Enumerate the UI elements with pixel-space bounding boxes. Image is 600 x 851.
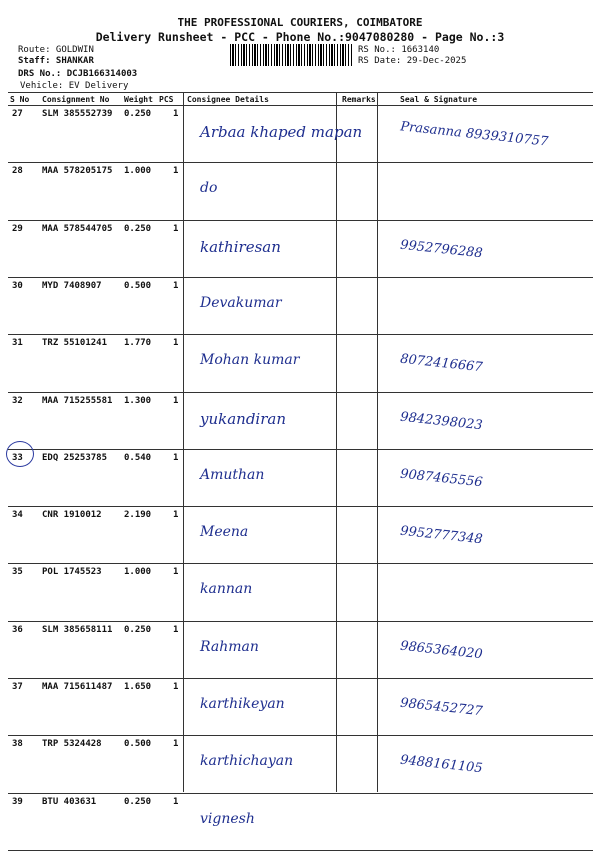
row-divider	[8, 621, 593, 622]
col-weight: Weight	[124, 95, 153, 104]
row-divider	[8, 220, 593, 221]
row-consignee-handwriting: do	[200, 180, 218, 197]
row-pcs: 1	[173, 796, 179, 807]
column-divider	[377, 92, 378, 792]
row-consignment-no: MAA 715255581	[42, 395, 113, 406]
row-consignment-no: SLM 385658111	[42, 624, 113, 635]
row-consignee-handwriting: Devakumar	[200, 294, 282, 311]
row-divider	[8, 392, 593, 393]
row-consignment-no: MAA 578205175	[42, 166, 113, 177]
row-divider	[8, 678, 593, 679]
row-35-circle-mark	[6, 441, 34, 467]
row-sno: 28	[12, 166, 23, 177]
row-pcs: 1	[173, 280, 179, 291]
row-divider	[8, 563, 593, 564]
col-consignment: Consignment No	[42, 95, 110, 104]
row-pcs: 1	[173, 223, 179, 234]
row-pcs: 1	[173, 624, 179, 635]
row-consignee-handwriting: yukandiran	[200, 409, 287, 428]
row-consignee-handwriting: Meena	[200, 524, 249, 541]
row-weight: 0.250	[124, 624, 152, 635]
row-consignee-handwriting: Amuthan	[200, 466, 265, 483]
col-pcs: PCS	[159, 95, 174, 104]
row-weight: 2.190	[124, 510, 152, 521]
row-consignment-no: MAA 578544705	[42, 223, 113, 234]
row-sno: 29	[12, 223, 23, 234]
row-pcs: 1	[173, 395, 179, 406]
row-weight: 0.250	[124, 223, 152, 234]
rs-date: RS Date: 29-Dec-2025	[358, 56, 467, 66]
row-pcs: 1	[173, 452, 179, 463]
rs-number: RS No.: 1663140	[358, 45, 440, 55]
route-label: Route: GOLDWIN	[18, 45, 94, 55]
row-sno: 32	[12, 395, 23, 406]
row-consignee-handwriting: kannan	[200, 581, 253, 598]
row-signature-handwriting: 9865452727	[399, 695, 484, 720]
row-consignment-no: TRP 5324428	[42, 739, 102, 750]
row-consignment-no: MAA 715611487	[42, 682, 113, 692]
row-weight: 0.500	[124, 739, 152, 750]
row-sno: 38	[12, 739, 23, 750]
row-weight: 1.770	[124, 338, 152, 349]
row-sno: 36	[12, 624, 23, 635]
drs-number: DRS No.: DCJB166314003	[18, 69, 138, 79]
row-weight: 0.250	[124, 796, 152, 807]
row-signature-handwriting: 9952777348	[399, 523, 484, 548]
row-consignment-no: BTU 403631	[42, 796, 97, 807]
company-title: THE PROFESSIONAL COURIERS, COIMBATORE	[177, 16, 423, 29]
column-divider	[336, 92, 337, 792]
staff-label: Staff: SHANKAR	[18, 56, 94, 66]
row-sno: 39	[12, 796, 23, 807]
row-consignment-no: SLM 385552739	[42, 109, 113, 119]
row-pcs: 1	[173, 510, 179, 521]
row-weight: 0.540	[124, 452, 152, 463]
row-sno: 31	[12, 338, 23, 349]
row-signature-handwriting: 9952796288	[399, 237, 484, 261]
row-consignment-no: EDQ 25253785	[42, 452, 108, 463]
barcode	[230, 44, 352, 66]
vehicle-label: Vehicle: EV Delivery	[20, 81, 129, 91]
row-consignment-no: TRZ 55101241	[42, 338, 108, 349]
row-consignee-handwriting: Rahman	[200, 638, 259, 655]
row-consignee-handwriting: kathiresan	[200, 237, 281, 256]
row-consignee-handwriting: karthikeyan	[200, 696, 285, 712]
row-weight: 1.650	[124, 682, 152, 692]
row-consignment-no: MYD 7408907	[42, 280, 102, 291]
col-consignee: Consignee Details	[187, 95, 269, 104]
row-divider	[8, 277, 593, 278]
row-sno: 35	[12, 567, 23, 578]
row-sno: 27	[12, 109, 23, 119]
row-signature-handwriting: 9842398023	[399, 409, 484, 433]
runsheet-title: Delivery Runsheet - PCC - Phone No.:9047080280 - Page No.:3	[95, 30, 505, 44]
row-signature-handwriting: 8072416667	[399, 351, 484, 376]
row-consignee-handwriting: Arbaa khaped mapan	[200, 123, 363, 141]
row-sno: 34	[12, 510, 23, 521]
row-weight: 1.000	[124, 567, 152, 578]
row-sno: 33	[12, 452, 23, 463]
row-pcs: 1	[173, 166, 179, 177]
row-divider	[8, 334, 593, 335]
row-signature-handwriting: 9865364020	[399, 638, 484, 662]
col-seal-signature: Seal & Signature	[400, 95, 478, 104]
row-pcs: 1	[173, 567, 179, 578]
row-divider	[8, 162, 593, 163]
row-divider	[8, 735, 593, 736]
row-pcs: 1	[173, 739, 179, 750]
row-sno: 37	[12, 682, 23, 692]
row-sno: 30	[12, 280, 23, 291]
column-divider	[183, 92, 184, 792]
row-signature-handwriting: 9087465556	[399, 466, 484, 491]
row-weight: 1.300	[124, 395, 152, 406]
col-sno: S No	[10, 95, 30, 104]
header-bottom-rule	[8, 105, 593, 106]
row-consignee-handwriting: Mohan kumar	[200, 352, 300, 369]
row-pcs: 1	[173, 682, 179, 692]
row-weight: 0.250	[124, 109, 152, 119]
row-divider	[8, 449, 593, 450]
row-signature-handwriting: Prasanna 8939310757	[399, 119, 549, 150]
row-consignee-handwriting: karthichayan	[200, 753, 294, 770]
row-consignment-no: POL 1745523	[42, 567, 102, 578]
row-pcs: 1	[173, 109, 179, 119]
row-signature-handwriting: 9488161105	[399, 753, 484, 777]
row-divider	[8, 793, 593, 794]
row-consignee-handwriting: vignesh	[200, 810, 255, 827]
row-consignment-no: CNR 1910012	[42, 510, 102, 521]
col-remarks: Remarks	[342, 95, 376, 104]
row-pcs: 1	[173, 338, 179, 349]
row-divider	[8, 506, 593, 507]
header-top-rule	[8, 92, 593, 93]
row-weight: 1.000	[124, 166, 152, 177]
row-weight: 0.500	[124, 280, 152, 291]
